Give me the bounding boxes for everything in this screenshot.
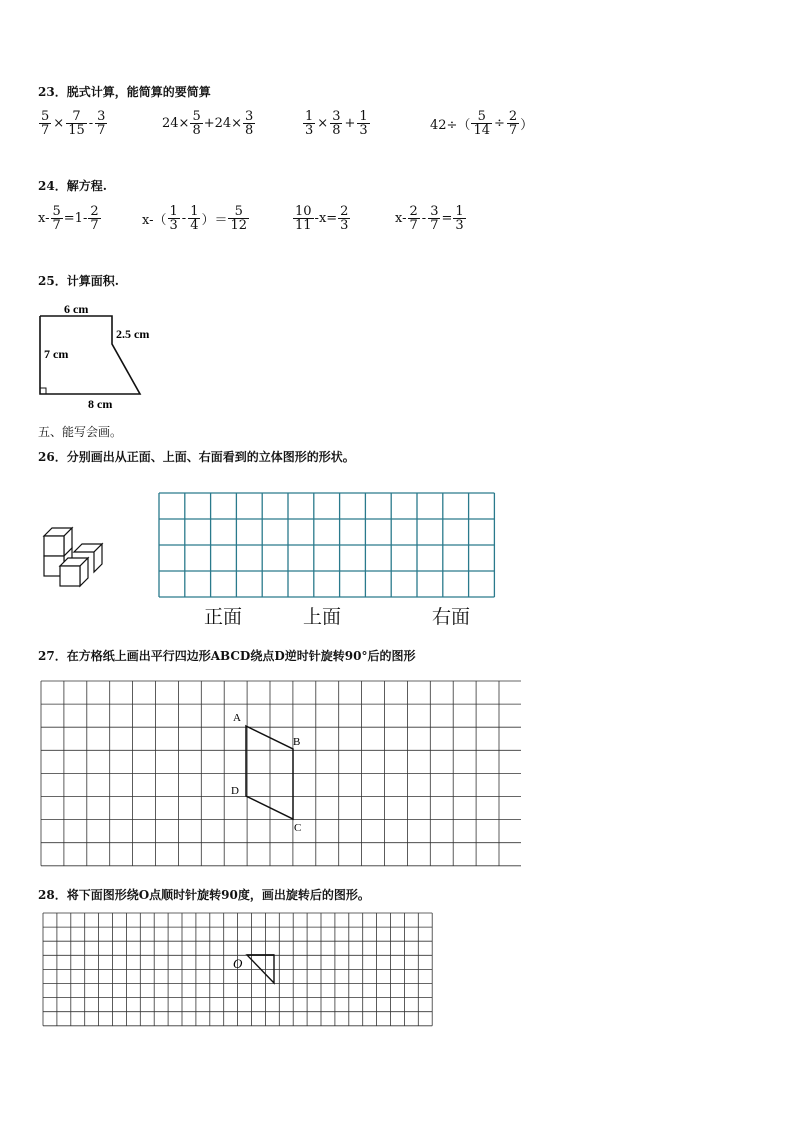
q28-grid[interactable] xyxy=(42,912,434,1028)
fraction: $\frac{5}{8}$ xyxy=(192,109,201,138)
label-top: 6 cm xyxy=(64,302,89,316)
view-grid[interactable] xyxy=(158,492,496,598)
point-o-label: O xyxy=(233,956,243,971)
fraction: $\frac{10}{11}$ xyxy=(295,204,312,233)
q28-title: 28．将下面图形绕O点顺时针旋转90度，画出旋转后的图形。 xyxy=(38,888,370,902)
q23-expr-1: $\frac{5}{7}$ × $\frac{7}{15}$ - $\frac{3}{7}$ xyxy=(41,109,106,138)
fraction: $\frac{1}{4}$ xyxy=(190,204,199,233)
fraction: $\frac{3}{7}$ xyxy=(430,204,439,233)
fraction: $\frac{5}{7}$ xyxy=(52,204,61,233)
q26-title: 26．分别画出从正面、上面、右面看到的立体图形的形状。 xyxy=(38,450,355,464)
q27-title: 27．在方格纸上画出平行四边形ABCD绕点D逆时针旋转90°后的图形 xyxy=(38,649,416,663)
parallelogram-abcd xyxy=(246,726,293,819)
label-bottom: 8 cm xyxy=(88,397,113,411)
fraction: $\frac{2}{3}$ xyxy=(340,204,349,233)
point-a-label: A xyxy=(233,712,241,724)
cube-stack-figure xyxy=(38,518,114,594)
point-c-label: C xyxy=(294,822,302,834)
fraction: $\frac{5}{12}$ xyxy=(230,204,248,233)
label-right: 2.5 cm xyxy=(116,327,150,341)
fraction: $\frac{2}{7}$ xyxy=(508,109,518,138)
q23-title: 23．脱式计算，能简算的要简算 xyxy=(38,85,211,99)
fraction: $\frac{5}{7}$ xyxy=(41,109,50,138)
fraction: $\frac{2}{7}$ xyxy=(90,204,99,233)
q24-eq-2: x-（ $\frac{1}{3}$ - $\frac{1}{4}$ ）＝ $\frac{5}{12}$ xyxy=(142,204,248,233)
q24-title: 24．解方程. xyxy=(38,179,107,193)
fraction: $\frac{7}{15}$ xyxy=(68,109,85,138)
point-b-label: B xyxy=(293,736,301,748)
fraction: $\frac{1}{3}$ xyxy=(359,109,368,138)
fraction: $\frac{5}{14}$ xyxy=(473,109,490,138)
fraction: $\frac{3}{7}$ xyxy=(97,109,106,138)
q24-eq-3: $\frac{10}{11}$ -x= $\frac{2}{3}$ xyxy=(295,204,349,233)
q24-eq-1: x- $\frac{5}{7}$ =1- $\frac{2}{7}$ xyxy=(38,204,99,233)
view-label-top: 上面 xyxy=(303,606,342,628)
point-d-label: D xyxy=(231,785,239,797)
fraction: $\frac{3}{8}$ xyxy=(245,109,254,138)
right-angle-mark xyxy=(40,388,46,394)
fraction: $\frac{1}{3}$ xyxy=(169,204,178,233)
view-label-right: 右面 xyxy=(432,606,471,628)
q24-eq-4: x- $\frac{2}{7}$ - $\frac{3}{7}$ = $\frac{1}{3}$ xyxy=(395,204,464,233)
fraction: $\frac{1}{3}$ xyxy=(305,109,314,138)
fraction: $\frac{1}{3}$ xyxy=(455,204,464,233)
view-label-front: 正面 xyxy=(204,606,243,628)
q23-expr-4: 42÷（ $\frac{5}{14}$ ÷ $\frac{2}{7}$ ） xyxy=(430,109,534,138)
q25-title: 25．计算面积. xyxy=(38,274,119,288)
q23-expr-2: 24× $\frac{5}{8}$ +24× $\frac{3}{8}$ xyxy=(162,109,254,138)
q23-expr-3: $\frac{1}{3}$ × $\frac{3}{8}$ + $\frac{1}{3}$ xyxy=(305,109,368,138)
trapezoid-figure xyxy=(36,300,166,412)
fraction: $\frac{3}{8}$ xyxy=(332,109,341,138)
q27-grid[interactable] xyxy=(40,680,521,867)
fraction: $\frac{2}{7}$ xyxy=(409,204,418,233)
section5-title: 五、能写会画。 xyxy=(38,425,123,439)
label-left: 7 cm xyxy=(44,347,69,361)
